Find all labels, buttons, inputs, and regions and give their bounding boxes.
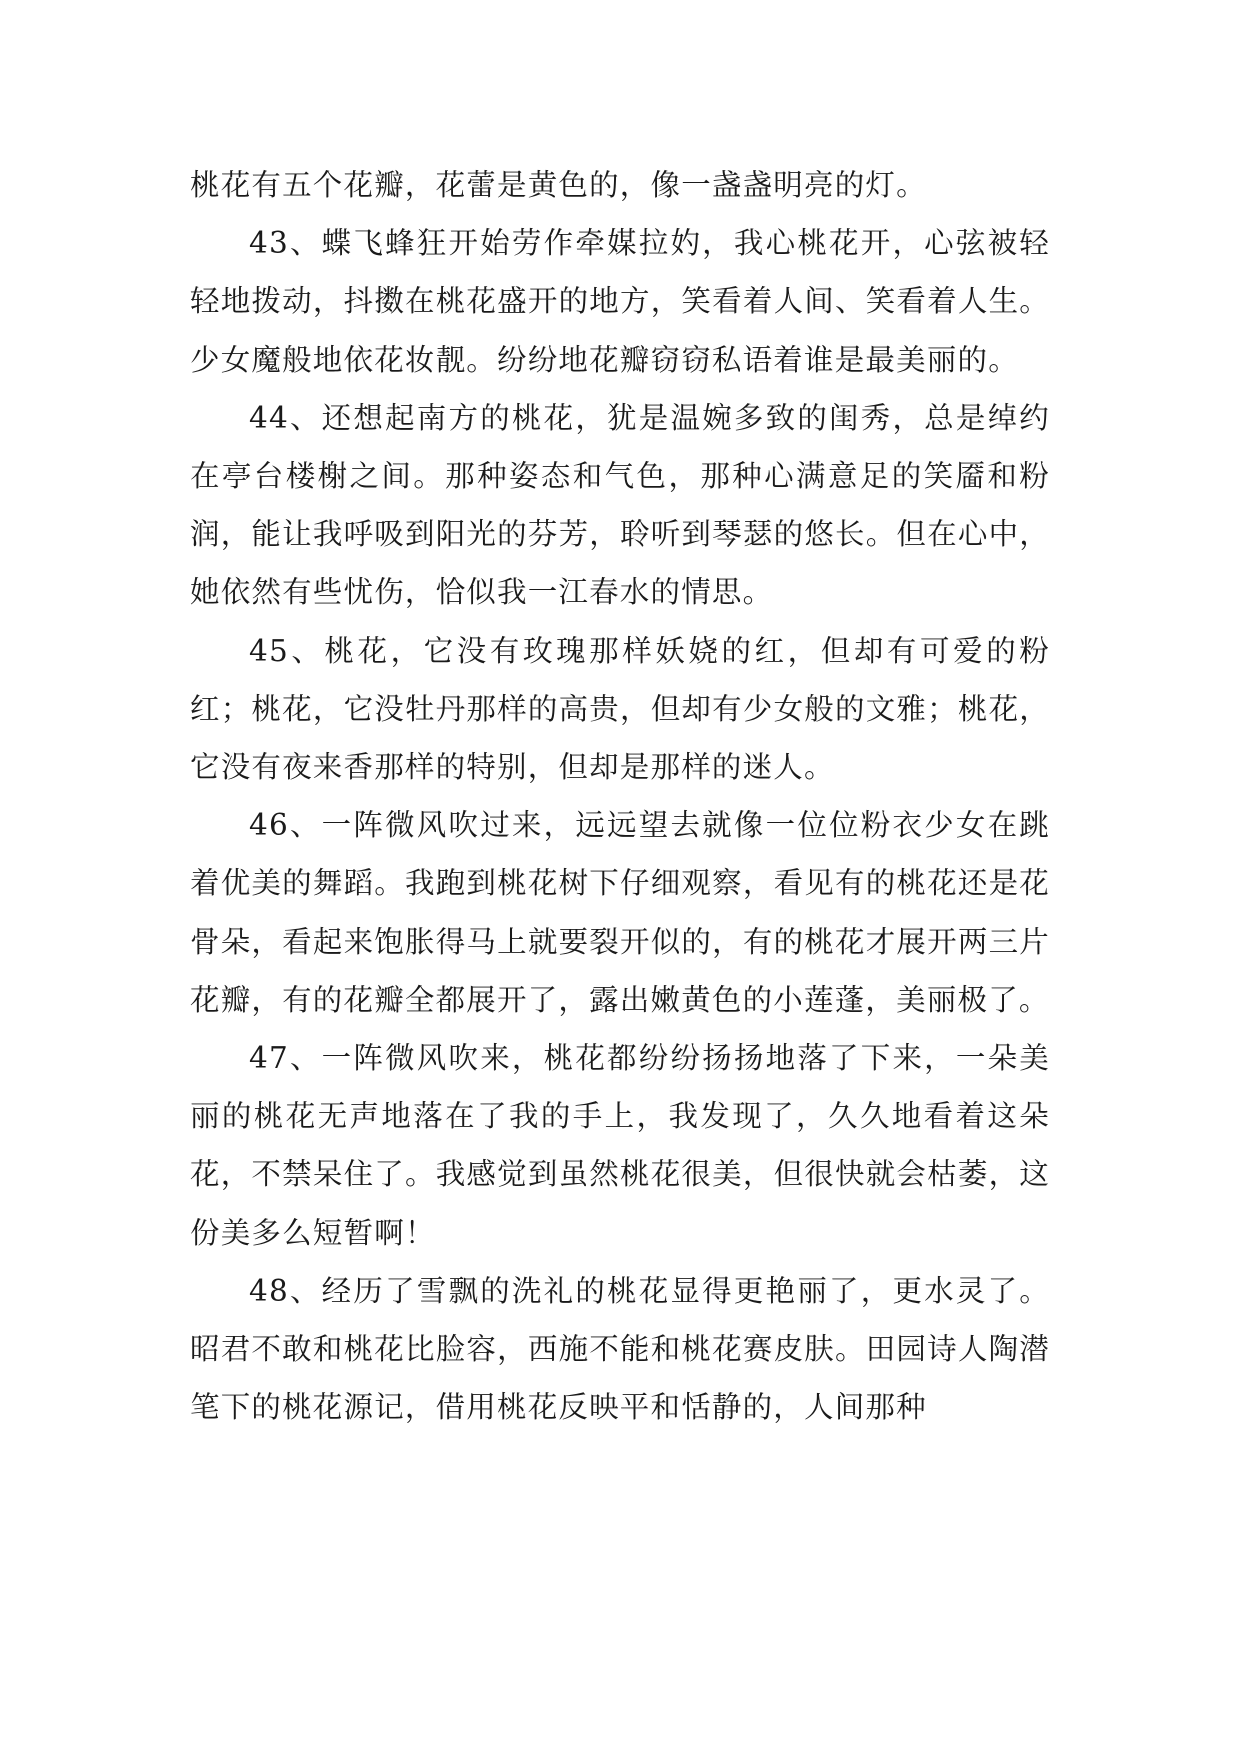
document-body [190,156,1050,1436]
paragraph-continued: 桃花有五个花瓣，花蕾是黄色的，像一盏盏明亮的灯。 [190,168,927,202]
paragraph-47: 47、一阵微风吹来，桃花都纷纷扬扬地落了下来，一朵美丽的桃花无声地落在了我的手上，我发现了，久久地看着这朵花，不禁呆住了。我感觉到虽然桃花很美，但很快就会枯萎，这份美多么短暂啊！ [190,1041,1050,1250]
paragraph-48: 48、经历了雪飘的洗礼的桃花显得更艳丽了，更水灵了。昭君不敢和桃花比脸容，西施不能和桃花赛皮肤。田园诗人陶潜笔下的桃花源记，借用桃花反映平和恬静的，人间那种 [190,1273,1050,1425]
paragraph-45: 45、桃花，它没有玫瑰那样妖娆的红，但却有可爱的粉红；桃花，它没牡丹那样的高贵，但却有少女般的文雅；桃花，它没有夜来香那样的特别，但却是那样的迷人。 [190,633,1050,785]
paragraph-43: 43、蝶飞蜂狂开始劳作牵媒拉妁，我心桃花开，心弦被轻轻地拨动，抖擞在桃花盛开的地方，笑看着人间、笑看着人生。少女魔般地依花妆靓。纷纷地花瓣窃窃私语着谁是最美丽的。 [190,226,1050,377]
paragraph-46: 46、一阵微风吹过来，远远望去就像一位位粉衣少女在跳着优美的舞蹈。我跑到桃花树下仔细观察，看见有的桃花还是花骨朵，看起来饱胀得马上就要裂开似的，有的桃花才展开两三片花瓣，有的花瓣全都展开了，露出嫩黄色的小莲蓬，美丽极了。 [190,808,1050,1017]
paragraph-44: 44、还想起南方的桃花，犹是温婉多致的闺秀，总是绰约在亭台楼榭之间。那种姿态和气色，那种心满意足的笑靥和粉润，能让我呼吸到阳光的芬芳，聆听到琴瑟的悠长。但在心中，她依然有些忧伤，恰似我一江春水的情思。 [190,400,1050,610]
